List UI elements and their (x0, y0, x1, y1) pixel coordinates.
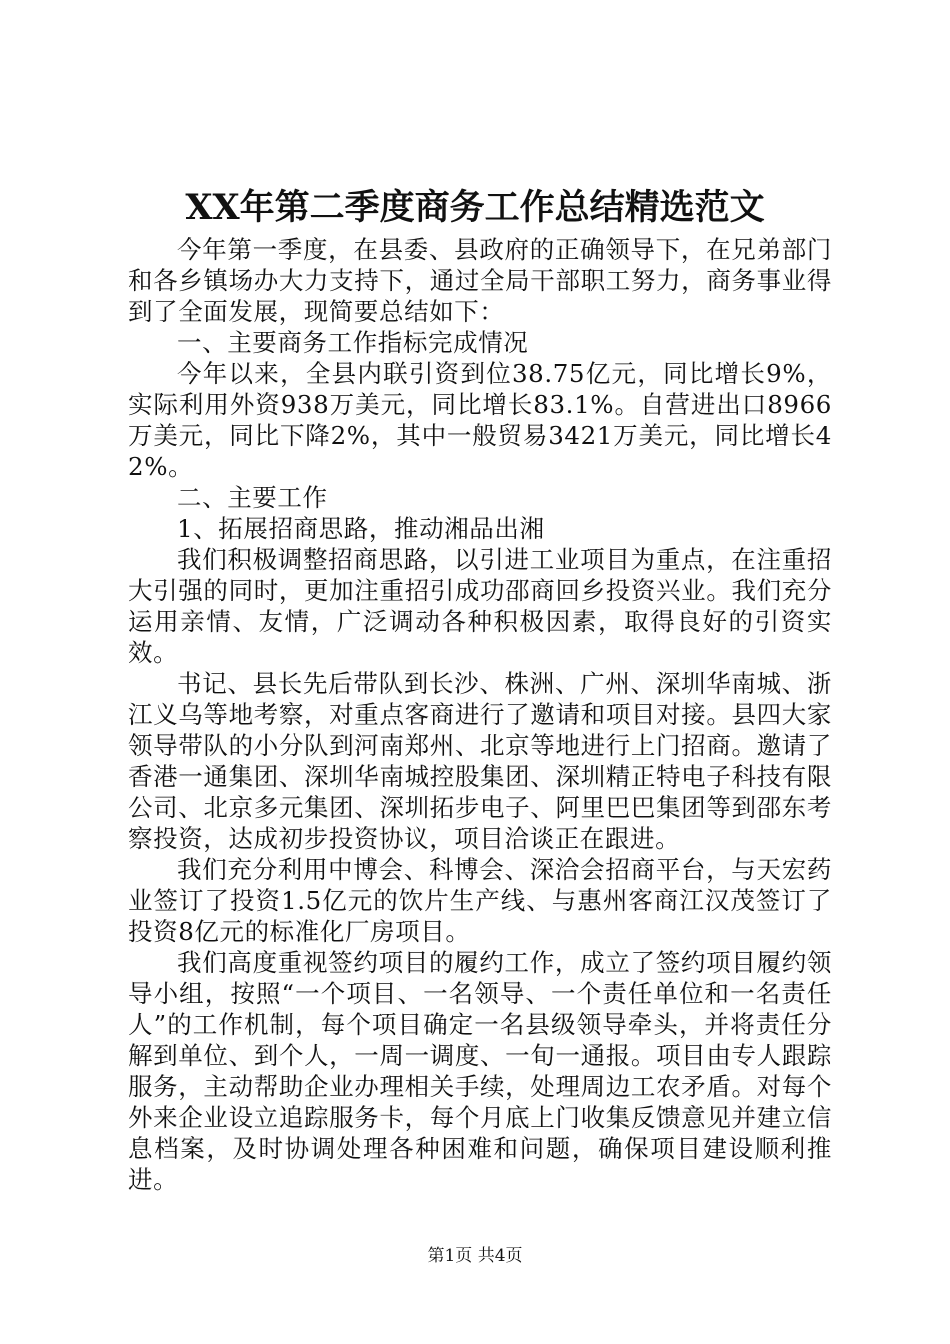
intro-paragraph: 今年第一季度，在县委、县政府的正确领导下，在兄弟部门和各乡镇场办大力支持下，通过全局干部职工努力，商务事业得到了全面发展，现简要总结如下： (128, 235, 832, 326)
section-heading-1: 一、主要商务工作指标完成情况 (177, 328, 529, 357)
investment-strategy-paragraph: 我们积极调整招商思路，以引进工业项目为重点，在注重招大引强的同时，更加注重招引成功邵商回乡投资兴业。我们充分运用亲情、友情，广泛调动各种积极因素，取得良好的引资实效。 (128, 545, 832, 667)
subsection-heading-1: 1、拓展招商思路，推动湘品出湘 (177, 514, 545, 543)
document-body (128, 234, 832, 1195)
section-heading-2: 二、主要工作 (177, 483, 328, 512)
contract-performance-paragraph: 我们高度重视签约项目的履约工作，成立了签约项目履约领导小组，按照“一个项目、一名领导、一个责任单位和一名责任人”的工作机制，每个项目确定一名县级领导牵头，并将责任分解到单位、到个人，一周一调度、一旬一通报。项目由专人跟踪服务，主动帮助企业办理相关手续，处理周边工农矛盾。对每个外来企业设立追踪服务卡，每个月底上门收集反馈意见并建立信息档案，及时协调处理各种困难和问题，确保项目建设顺利推进。 (128, 948, 832, 1194)
expo-paragraph: 我们充分利用中博会、科博会、深洽会招商平台，与天宏药业签订了投资1.5亿元的饮片生产线、与惠州客商江汉茂签订了投资8亿元的标准化厂房项目。 (128, 855, 832, 946)
page-footer: 第1页 共4页 (427, 1246, 523, 1266)
document-title: XX年第二季度商务工作总结精选范文 (185, 187, 765, 228)
investigation-paragraph: 书记、县长先后带队到长沙、株洲、广州、深圳华南城、浙江义乌等地考察，对重点客商进行了邀请和项目对接。县四大家领导带队的小分队到河南郑州、北京等地进行上门招商。邀请了香港一通集团、深圳华南城控股集团、深圳精正特电子科技有限公司、北京多元集团、深圳拓步电子、阿里巴巴集团等到邵东考察投资，达成初步投资协议，项目洽谈正在跟进。 (128, 669, 832, 853)
indicators-paragraph: 今年以来，全县内联引资到位38.75亿元，同比增长9%，实际利用外资938万美元，同比增长83.1%。自营进出口8966万美元，同比下降2%，其中一般贸易3421万美元，同比增长42%。 (128, 359, 832, 481)
